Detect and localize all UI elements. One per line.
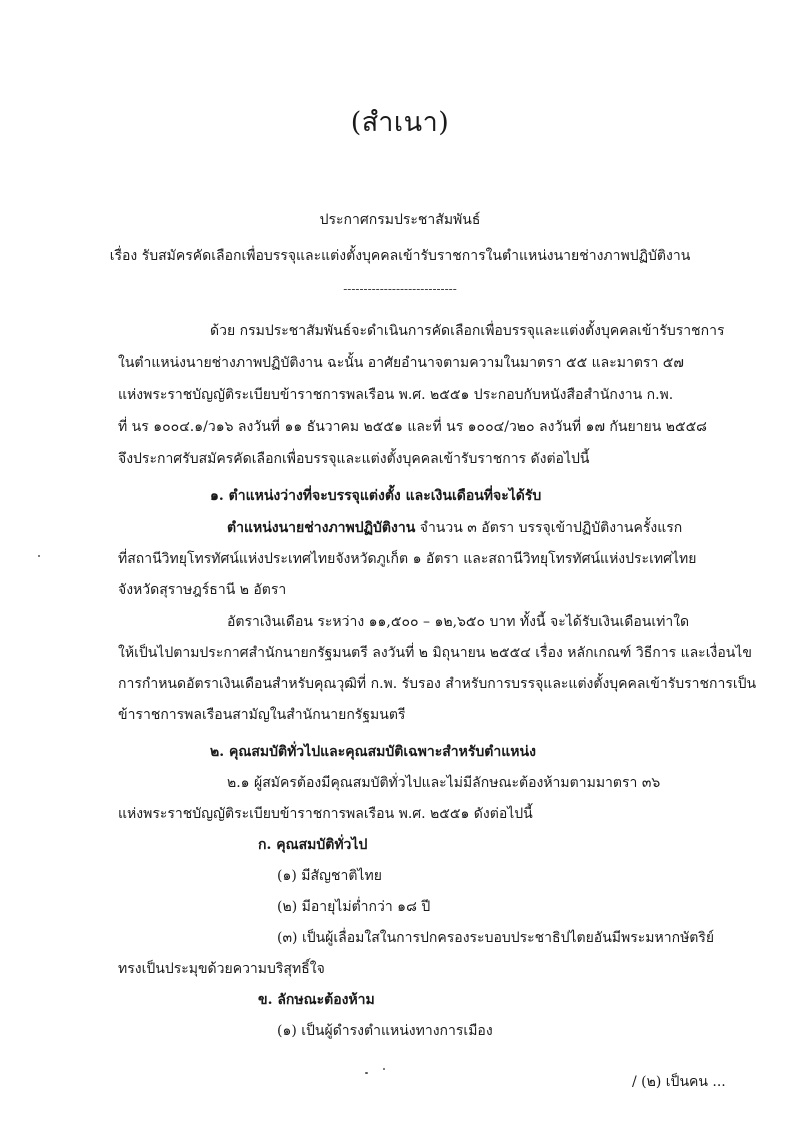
- scan-speck: [38, 555, 40, 557]
- section-2-heading: ๒. คุณสมบัติทั่วไปและคุณสมบัติเฉพาะสำหรับตำแหน่ง: [210, 744, 536, 760]
- section-2-1-line-2: แห่งพระราชบัญญัติระเบียบข้าราชการพลเรือน พ.ศ. ๒๕๕๑ ดังต่อไปนี้: [118, 806, 533, 822]
- announcement-heading: ประกาศกรมประชาสัมพันธ์: [319, 212, 481, 228]
- qualification-item-2: (๒) มีอายุไม่ต่ำกว่า ๑๘ ปี: [277, 899, 431, 915]
- page-continuation: / (๒) เป็นคน ...: [632, 1074, 726, 1090]
- prohibitions-heading: ข. ลักษณะต้องห้าม: [258, 992, 375, 1008]
- salary-line-4: ข้าราชการพลเรือนสามัญในสำนักนายกรัฐมนตรี: [118, 707, 406, 723]
- intro-line-4: ที่ นร ๑๐๐๔.๑/ว๑๖ ลงวันที่ ๑๑ ธันวาคม ๒๕๕๑ และที่ นร ๑๐๐๔/ว๒๐ ลงวันที่ ๑๗ กันยายน ๒๕๕๘: [118, 419, 707, 435]
- section-2-1-line-1: ๒.๑ ผู้สมัครต้องมีคุณสมบัติทั่วไปและไม่มีลักษณะต้องห้ามตามมาตรา ๓๖: [227, 775, 661, 791]
- prohibition-item-1: (๑) เป็นผู้ดำรงตำแหน่งทางการเมือง: [277, 1023, 493, 1039]
- position-line-2: ที่สถานีวิทยุโทรทัศน์แห่งประเทศไทยจังหวัดภูเก็ต ๑ อัตรา และสถานีวิทยุโทรทัศน์แห่งประเทศไทย: [118, 551, 697, 567]
- section-1-heading: ๑. ตำแหน่งว่างที่จะบรรจุแต่งตั้ง และเงินเดือนที่จะได้รับ: [210, 488, 542, 504]
- copy-mark: (สำเนา): [350, 107, 450, 138]
- position-count: จำนวน ๓ อัตรา บรรจุเข้าปฏิบัติงานครั้งแรก: [415, 520, 683, 536]
- qualification-item-3: (๓) เป็นผู้เลื่อมใสในการปกครองระบอบประชาธิปไตยอันมีพระมหากษัตริย์: [277, 930, 715, 946]
- intro-line-2: ในตำแหน่งนายช่างภาพปฏิบัติงาน ฉะนั้น อาศัยอำนาจตามความในมาตรา ๕๕ และมาตรา ๕๗: [118, 355, 684, 371]
- position-line-3: จังหวัดสุราษฎร์ธานี ๒ อัตรา: [118, 582, 287, 598]
- announcement-subject: เรื่อง รับสมัครคัดเลือกเพื่อบรรจุและแต่งตั้งบุคคลเข้ารับราชการในตำแหน่งนายช่างภาพปฏิบัติงาน: [109, 248, 691, 264]
- intro-line-3: แห่งพระราชบัญญัติระเบียบข้าราชการพลเรือน พ.ศ. ๒๕๕๑ ประกอบกับหนังสือสำนักงาน ก.พ.: [118, 387, 674, 403]
- qualification-item-1: (๑) มีสัญชาติไทย: [277, 868, 382, 884]
- intro-line-5: จึงประกาศรับสมัครคัดเลือกเพื่อบรรจุและแต่งตั้งบุคคลเข้ารับราชการ ดังต่อไปนี้: [118, 451, 590, 467]
- scan-speck: [365, 1072, 368, 1074]
- salary-line-3: การกำหนดอัตราเงินเดือนสำหรับคุณวุฒิที่ ก.พ. รับรอง สำหรับการบรรจุและแต่งตั้งบุคคลเข้ารับราชการเป็น: [118, 676, 757, 692]
- intro-line-1: ด้วย กรมประชาสัมพันธ์จะดำเนินการคัดเลือกเพื่อบรรจุและแต่งตั้งบุคคลเข้ารับราชการ: [210, 323, 725, 339]
- salary-line-1: อัตราเงินเดือน ระหว่าง ๑๑,๕๐๐ – ๑๒,๖๕๐ บาท ทั้งนี้ จะได้รับเงินเดือนเท่าใด: [227, 614, 690, 630]
- qualification-item-3-cont: ทรงเป็นประมุขด้วยความบริสุทธิ์ใจ: [118, 961, 325, 977]
- salary-line-2: ให้เป็นไปตามประกาศสำนักนายกรัฐมนตรี ลงวันที่ ๒ มิถุนายน ๒๕๕๔ เรื่อง หลักเกณฑ์ วิธีการ และเงื่อนไข: [118, 645, 752, 661]
- position-line-1: [227, 517, 682, 539]
- heading-divider: ----------------------------: [343, 282, 457, 296]
- scan-speck: [383, 1068, 385, 1070]
- general-qualifications-heading: ก. คุณสมบัติทั่วไป: [258, 837, 368, 853]
- position-name: ตำแหน่งนายช่างภาพปฏิบัติงาน: [227, 520, 416, 536]
